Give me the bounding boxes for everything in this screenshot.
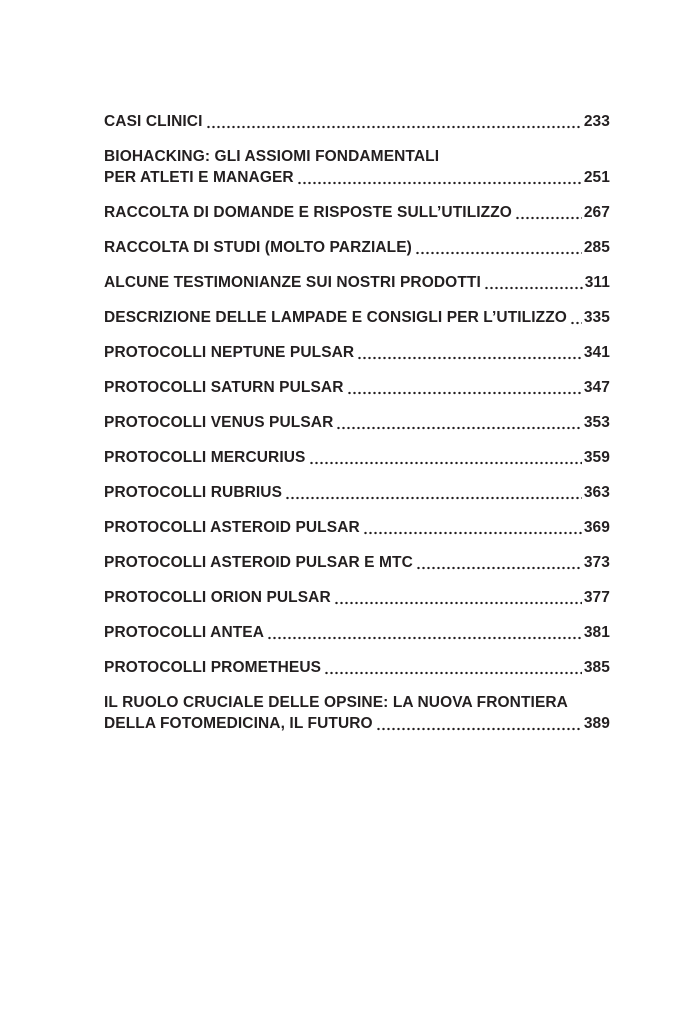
toc-entry-page: 373 xyxy=(583,554,610,571)
toc-entry-row xyxy=(104,552,610,573)
toc-entry-title: PROTOCOLLI PROMETHEUS xyxy=(104,659,322,676)
toc-entry-page: 347 xyxy=(583,379,610,396)
toc-entry-row xyxy=(104,482,610,503)
toc-entry-title: PROTOCOLLI SATURN PULSAR xyxy=(104,379,344,396)
toc-entry xyxy=(104,307,610,328)
toc-list xyxy=(104,111,610,748)
toc-entry-page: 369 xyxy=(583,519,610,536)
toc-entry xyxy=(104,482,610,503)
toc-entry-page: 389 xyxy=(583,715,610,732)
toc-entry xyxy=(104,692,610,734)
dot-leader xyxy=(334,587,582,608)
toc-entry-row xyxy=(104,377,610,398)
toc-entry-title: RACCOLTA DI STUDI (MOLTO PARZIALE) xyxy=(104,239,412,256)
dot-leader xyxy=(324,657,582,678)
dot-leader xyxy=(357,342,582,363)
dot-leader xyxy=(416,552,582,573)
toc-entry-page: 359 xyxy=(583,449,610,466)
dot-leader xyxy=(297,167,582,188)
toc-entry xyxy=(104,552,610,573)
toc-entry-title: PROTOCOLLI MERCURIUS xyxy=(104,449,306,466)
toc-entry-title: PROTOCOLLI RUBRIUS xyxy=(104,484,283,501)
toc-entry-page: 363 xyxy=(583,484,610,501)
toc-entry-page: 353 xyxy=(583,414,610,431)
toc-entry xyxy=(104,146,610,188)
toc-entry xyxy=(104,622,610,643)
toc-entry-page: 381 xyxy=(583,624,610,641)
toc-entry-title: PROTOCOLLI ORION PULSAR xyxy=(104,589,331,606)
toc-entry-row xyxy=(104,412,610,433)
toc-entry xyxy=(104,587,610,608)
toc-entry-row xyxy=(104,447,610,468)
dot-leader xyxy=(570,307,582,328)
toc-entry-row xyxy=(104,517,610,538)
dot-leader xyxy=(309,447,582,468)
toc-entry-page: 233 xyxy=(583,113,610,130)
dot-leader xyxy=(206,111,582,132)
toc-entry-page: 335 xyxy=(583,309,610,326)
toc-entry-title: DESCRIZIONE DELLE LAMPADE E CONSIGLI PER L’UTILIZZO xyxy=(104,309,567,326)
toc-entry-row xyxy=(104,167,610,188)
toc-entry-page: 267 xyxy=(583,204,610,221)
toc-entry-title: PROTOCOLLI VENUS PULSAR xyxy=(104,414,334,431)
toc-entry-row xyxy=(104,713,610,734)
toc-entry-title: PER ATLETI E MANAGER xyxy=(104,169,294,186)
toc-entry xyxy=(104,111,610,132)
toc-entry-row xyxy=(104,202,610,223)
toc-entry-row xyxy=(104,237,610,258)
toc-entry xyxy=(104,447,610,468)
dot-leader xyxy=(363,517,582,538)
toc-entry-page: 251 xyxy=(583,169,610,186)
toc-entry-title: PROTOCOLLI ASTEROID PULSAR E MTC xyxy=(104,554,413,571)
dot-leader xyxy=(267,622,582,643)
dot-leader xyxy=(336,412,581,433)
dot-leader xyxy=(515,202,582,223)
toc-entry-title: PROTOCOLLI ASTEROID PULSAR xyxy=(104,519,360,536)
toc-entry-page: 385 xyxy=(583,659,610,676)
toc-entry-row xyxy=(104,111,610,132)
toc-entry-title: DELLA FOTOMEDICINA, IL FUTURO xyxy=(104,715,373,732)
toc-entry-row xyxy=(104,622,610,643)
toc-entry-title: ALCUNE TESTIMONIANZE SUI NOSTRI PRODOTTI xyxy=(104,274,481,291)
toc-entry xyxy=(104,237,610,258)
dot-leader xyxy=(415,237,582,258)
toc-entry-title: RACCOLTA DI DOMANDE E RISPOSTE SULL’UTILIZZO xyxy=(104,204,512,221)
dot-leader xyxy=(376,713,582,734)
toc-entry-page: 377 xyxy=(583,589,610,606)
toc-entry xyxy=(104,517,610,538)
toc-entry xyxy=(104,657,610,678)
toc-entry-title-line: BIOHACKING: GLI ASSIOMI FONDAMENTALI xyxy=(104,148,440,165)
dot-leader xyxy=(347,377,582,398)
toc-entry-page: 285 xyxy=(583,239,610,256)
toc-entry xyxy=(104,412,610,433)
toc-entry xyxy=(104,377,610,398)
toc-entry-page: 311 xyxy=(584,274,610,291)
toc-entry xyxy=(104,272,610,293)
toc-entry-row xyxy=(104,307,610,328)
toc-entry-title: CASI CLINICI xyxy=(104,113,203,130)
dot-leader xyxy=(484,272,583,293)
toc-entry-row xyxy=(104,657,610,678)
toc-entry xyxy=(104,342,610,363)
toc-entry-title: PROTOCOLLI NEPTUNE PULSAR xyxy=(104,344,355,361)
toc-entry xyxy=(104,202,610,223)
toc-entry-page: 341 xyxy=(583,344,610,361)
dot-leader xyxy=(285,482,582,503)
toc-entry-row xyxy=(104,272,610,293)
toc-entry-row xyxy=(104,342,610,363)
toc-entry-row xyxy=(104,587,610,608)
toc-entry-title-line: IL RUOLO CRUCIALE DELLE OPSINE: LA NUOVA FRONTIERA xyxy=(104,694,568,711)
toc-entry-title: PROTOCOLLI ANTEA xyxy=(104,624,265,641)
